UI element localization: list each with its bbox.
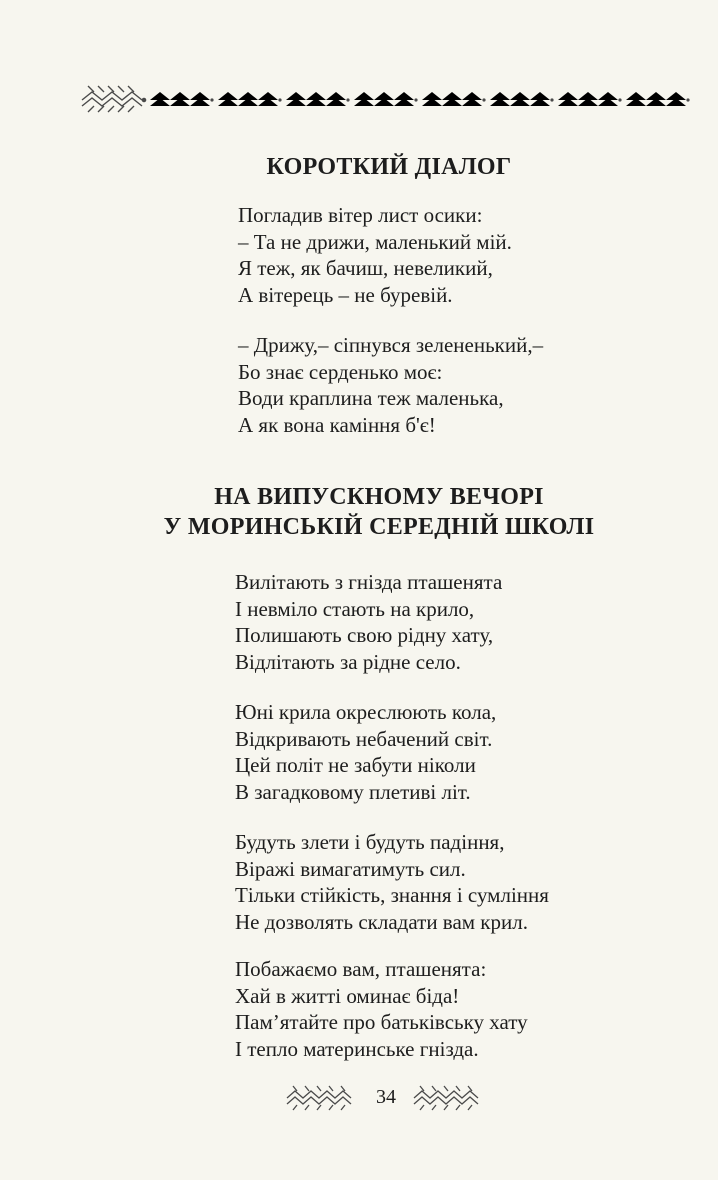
verse-line: Будуть злети і будуть падіння, <box>235 830 505 854</box>
verse-line: І тепло материнське гнізда. <box>235 1036 479 1061</box>
verse-line: А вітерець – не буревій. <box>238 282 453 307</box>
poem-title: КОРОТКИЙ ДІАЛОГ <box>266 154 512 180</box>
verse-line: – Та не дрижи, маленький мій. <box>238 229 512 254</box>
verse-line: Вилітають з гнізда пташенята <box>235 570 503 594</box>
verse-line: Цей політ не забути ніколи <box>235 753 476 777</box>
verse-line: Віражі вимагатимуть сил. <box>235 856 466 881</box>
ornament-flourish-icon <box>408 1082 480 1112</box>
verse-line: І невміло стають на крило, <box>235 596 475 621</box>
poem-stanza <box>235 956 528 1062</box>
poem-stanza <box>235 569 502 675</box>
verse-line: Не дозволять складати вам крил. <box>235 909 528 934</box>
poem-title <box>20 482 718 542</box>
verse-line: Я теж, як бачиш, невеликий, <box>238 256 493 280</box>
verse-line: В загадковому плетиві літ. <box>235 779 471 804</box>
verse-line: Тільки стійкість, знання і сумління <box>235 883 549 907</box>
poem-title-line: У МОРИНСЬКІЙ СЕРЕДНІЙ ШКОЛІ <box>163 514 595 540</box>
verse-line: Полишають свою рідну хату, <box>235 623 494 647</box>
verse-line: Побажаємо вам, пташенята: <box>235 957 487 981</box>
poem-title-line: НА ВИПУСКНОМУ ВЕЧОРІ <box>214 484 544 510</box>
poem-stanza <box>238 332 543 438</box>
ornament-border-icon <box>80 78 700 118</box>
verse-line: Відкривають небачений світ. <box>235 726 493 751</box>
page-number: 34 <box>376 1086 396 1108</box>
verse-line: Хай в житті оминає біда! <box>235 983 460 1008</box>
verse-line: Погладив вітер лист осики: <box>238 203 483 227</box>
poem-stanza <box>235 699 496 805</box>
verse-line: Бо знає серденько моє: <box>238 359 443 384</box>
verse-line: – Дрижу,– сіпнувся зелененький,– <box>238 333 544 357</box>
verse-line: Пам’ятайте про батьківську хату <box>235 1010 528 1034</box>
poem-stanza <box>238 202 512 308</box>
ornament-flourish-icon <box>285 1082 357 1112</box>
verse-line: Відлітають за рідне село. <box>235 649 461 674</box>
poem-stanza <box>235 829 549 935</box>
verse-line: Юні крила окреслюють кола, <box>235 700 497 724</box>
verse-line: Води краплина теж маленька, <box>238 386 504 410</box>
verse-line: А як вона каміння б'є! <box>238 412 436 437</box>
